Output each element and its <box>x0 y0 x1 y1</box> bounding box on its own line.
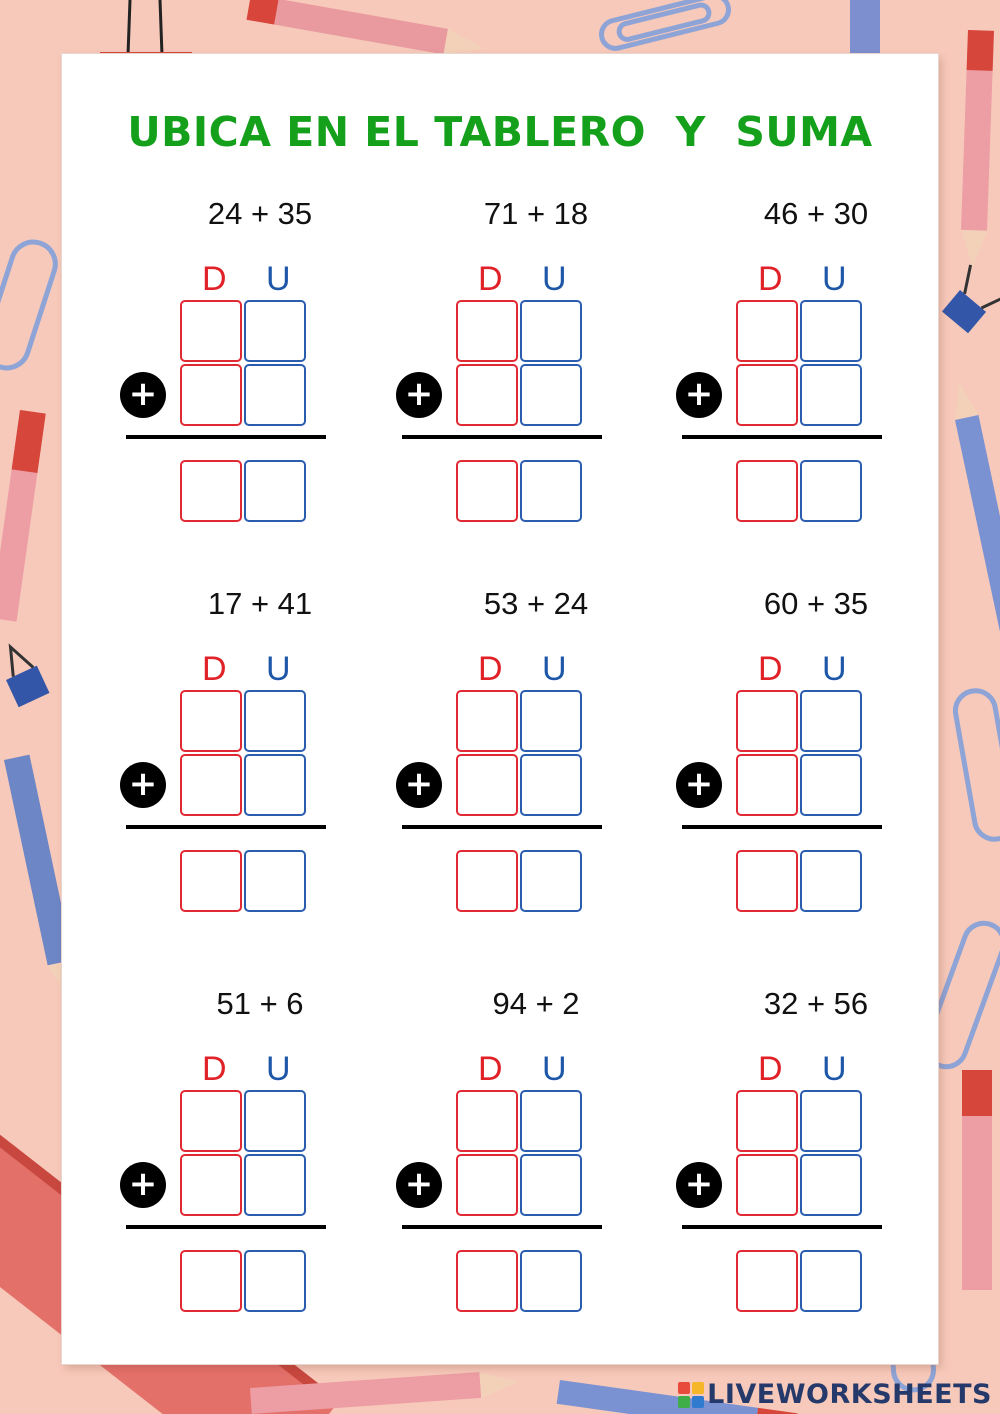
addend1-units-box[interactable] <box>520 1090 582 1152</box>
sum-line <box>682 1225 882 1229</box>
sum-tens-box[interactable] <box>736 850 798 912</box>
units-header: U <box>542 1050 567 1088</box>
addition-problem <box>676 586 936 926</box>
sum-tens-box[interactable] <box>736 1250 798 1312</box>
problem-expression: 51 + 6 <box>216 986 304 1021</box>
addend2-units-box[interactable] <box>244 364 306 426</box>
addition-problem <box>120 586 380 926</box>
addend2-units-box[interactable] <box>520 364 582 426</box>
plus-icon: + <box>120 762 166 808</box>
tens-header: D <box>202 650 227 688</box>
plus-icon: + <box>396 1162 442 1208</box>
tens-header: D <box>478 1050 503 1088</box>
addend1-tens-box[interactable] <box>180 1090 242 1152</box>
logo-text: LIVEWORKSHEETS <box>707 1379 992 1410</box>
addition-problem <box>676 196 936 536</box>
pencil-decoration <box>948 380 1000 645</box>
addend1-tens-box[interactable] <box>736 1090 798 1152</box>
addend1-units-box[interactable] <box>800 1090 862 1152</box>
units-header: U <box>542 260 567 298</box>
tens-header: D <box>758 1050 783 1088</box>
sum-line <box>402 1225 602 1229</box>
sum-tens-box[interactable] <box>456 1250 518 1312</box>
sum-line <box>126 1225 326 1229</box>
addend2-units-box[interactable] <box>244 754 306 816</box>
addend1-tens-box[interactable] <box>456 690 518 752</box>
plus-icon: + <box>396 762 442 808</box>
pencil-decoration <box>0 410 46 622</box>
pencil-decoration <box>247 0 488 61</box>
pencil-decoration <box>962 1070 992 1290</box>
problem-expression: 71 + 18 <box>483 196 589 231</box>
addend1-units-box[interactable] <box>244 690 306 752</box>
addition-problem <box>396 586 656 926</box>
addition-problem <box>396 196 656 536</box>
units-header: U <box>822 1050 847 1088</box>
sum-tens-box[interactable] <box>180 1250 242 1312</box>
addend1-tens-box[interactable] <box>180 690 242 752</box>
addend2-units-box[interactable] <box>520 1154 582 1216</box>
addend2-tens-box[interactable] <box>456 1154 518 1216</box>
problem-expression: 24 + 35 <box>207 196 313 231</box>
addition-problem <box>120 196 380 536</box>
units-header: U <box>266 1050 291 1088</box>
pencil-decoration <box>850 0 880 54</box>
problem-expression: 94 + 2 <box>492 986 580 1021</box>
units-header: U <box>266 650 291 688</box>
sum-units-box[interactable] <box>244 1250 306 1312</box>
units-header: U <box>542 650 567 688</box>
addend1-tens-box[interactable] <box>736 300 798 362</box>
sum-tens-box[interactable] <box>456 850 518 912</box>
plus-icon: + <box>120 372 166 418</box>
sum-tens-box[interactable] <box>456 460 518 522</box>
sum-units-box[interactable] <box>520 850 582 912</box>
addend1-units-box[interactable] <box>800 690 862 752</box>
addend1-tens-box[interactable] <box>736 690 798 752</box>
addend1-tens-box[interactable] <box>180 300 242 362</box>
sum-units-box[interactable] <box>244 850 306 912</box>
binder-clip-decoration <box>936 265 1000 337</box>
tens-header: D <box>758 260 783 298</box>
sum-units-box[interactable] <box>800 850 862 912</box>
addend2-tens-box[interactable] <box>736 364 798 426</box>
sum-line <box>682 435 882 439</box>
addend1-units-box[interactable] <box>520 300 582 362</box>
addend2-units-box[interactable] <box>800 364 862 426</box>
units-header: U <box>822 260 847 298</box>
addend2-tens-box[interactable] <box>456 364 518 426</box>
addend2-tens-box[interactable] <box>180 364 242 426</box>
worksheet-title: UBICA EN EL TABLERO Y SUMA <box>127 108 873 156</box>
plus-icon: + <box>120 1162 166 1208</box>
addend2-units-box[interactable] <box>244 1154 306 1216</box>
addend2-units-box[interactable] <box>800 1154 862 1216</box>
addend2-tens-box[interactable] <box>180 1154 242 1216</box>
sum-units-box[interactable] <box>244 460 306 522</box>
sum-line <box>682 825 882 829</box>
sum-tens-box[interactable] <box>736 460 798 522</box>
addition-problem <box>396 986 656 1326</box>
units-header: U <box>266 260 291 298</box>
addend2-tens-box[interactable] <box>736 754 798 816</box>
sum-tens-box[interactable] <box>180 850 242 912</box>
paperclip-decoration <box>599 0 732 51</box>
tens-header: D <box>758 650 783 688</box>
addition-problem <box>676 986 936 1326</box>
addend2-units-box[interactable] <box>800 754 862 816</box>
addend1-units-box[interactable] <box>800 300 862 362</box>
sum-line <box>126 435 326 439</box>
sum-units-box[interactable] <box>520 1250 582 1312</box>
sum-line <box>126 825 326 829</box>
binder-clip-decoration <box>0 640 49 707</box>
paperclip-decoration <box>0 236 61 373</box>
addend1-units-box[interactable] <box>520 690 582 752</box>
plus-icon: + <box>676 1162 722 1208</box>
addend1-tens-box[interactable] <box>456 300 518 362</box>
addend2-units-box[interactable] <box>520 754 582 816</box>
tens-header: D <box>202 1050 227 1088</box>
units-header: U <box>822 650 847 688</box>
problem-expression: 53 + 24 <box>483 586 589 621</box>
addend2-tens-box[interactable] <box>180 754 242 816</box>
tens-header: D <box>202 260 227 298</box>
addend1-units-box[interactable] <box>244 1090 306 1152</box>
problem-expression: 17 + 41 <box>207 586 313 621</box>
tens-header: D <box>478 260 503 298</box>
sum-units-box[interactable] <box>520 460 582 522</box>
problem-expression: 46 + 30 <box>763 196 869 231</box>
addend2-tens-box[interactable] <box>456 754 518 816</box>
sum-tens-box[interactable] <box>180 460 242 522</box>
tens-header: D <box>478 650 503 688</box>
sum-units-box[interactable] <box>800 1250 862 1312</box>
addend1-tens-box[interactable] <box>456 1090 518 1152</box>
sum-line <box>402 825 602 829</box>
problem-expression: 32 + 56 <box>763 986 869 1021</box>
plus-icon: + <box>396 372 442 418</box>
sum-units-box[interactable] <box>800 460 862 522</box>
logo-icon <box>678 1382 704 1408</box>
plus-icon: + <box>676 372 722 418</box>
plus-icon: + <box>676 762 722 808</box>
problem-expression: 60 + 35 <box>763 586 869 621</box>
liveworksheets-logo <box>678 1379 992 1410</box>
addend2-tens-box[interactable] <box>736 1154 798 1216</box>
addend1-units-box[interactable] <box>244 300 306 362</box>
sum-line <box>402 435 602 439</box>
addition-problem <box>120 986 380 1326</box>
